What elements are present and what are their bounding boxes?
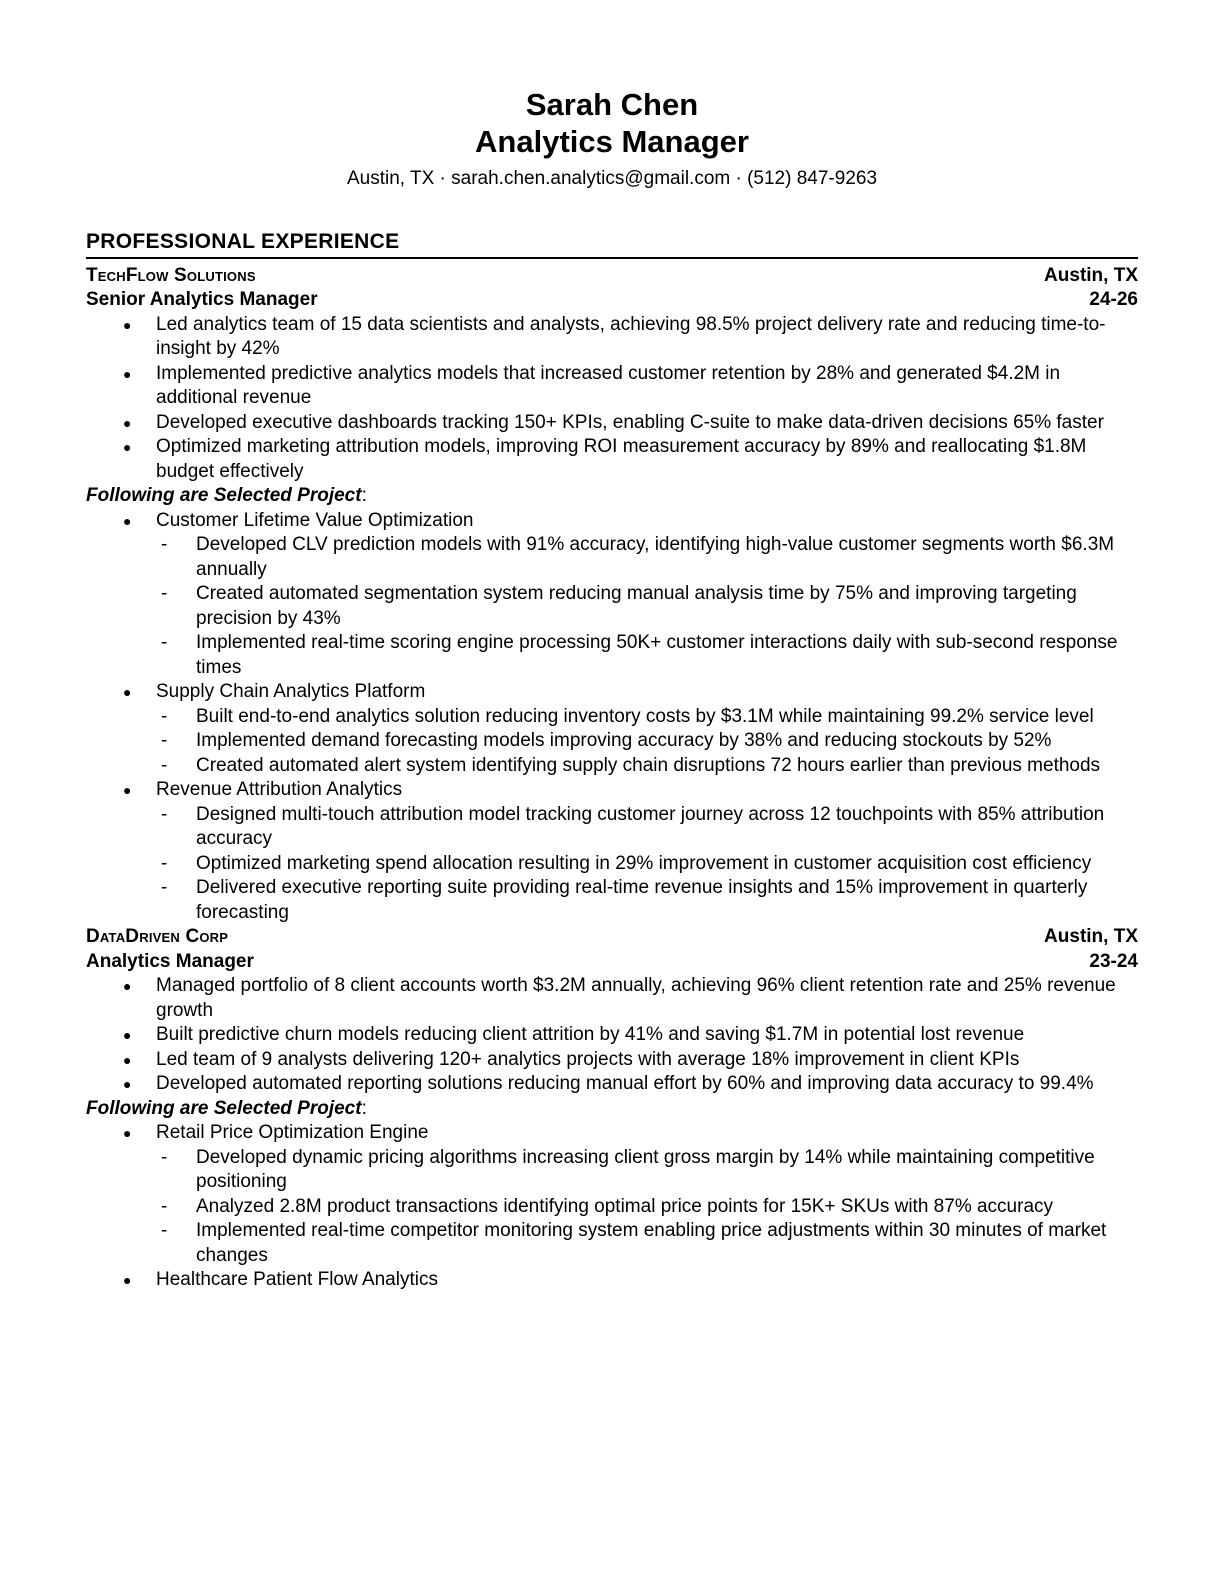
- job-bullet: ● Led analytics team of 15 data scientists and analysts, achieving 98.5% project delivery rate and reducing time-to-insight by 42%: [86, 313, 1138, 362]
- job-dates: 24-26: [1089, 289, 1138, 310]
- job-location: Austin, TX: [1044, 926, 1138, 947]
- job-bullet: ● Implemented predictive analytics models that increased customer retention by 28% and generated $4.2M in additional revenue: [86, 362, 1138, 411]
- projects-label-text: Following are Selected Project: [86, 485, 362, 506]
- projects-label: [86, 484, 1138, 509]
- project-detail: - Designed multi-touch attribution model tracking customer journey across 12 touchpoints with 85% attribution accuracy: [156, 803, 1138, 852]
- projects-label-colon: :: [361, 1097, 367, 1119]
- company-name: TechFlow Solutions: [86, 264, 256, 286]
- section-heading: PROFESSIONAL EXPERIENCE: [86, 230, 1138, 259]
- project-name: Retail Price Optimization Engine: [156, 1122, 429, 1143]
- project-details: [156, 1146, 1138, 1269]
- project-item: [86, 1268, 1138, 1293]
- project-detail: - Implemented real-time competitor monitoring system enabling price adjustments within 30 minutes of market changes: [156, 1219, 1138, 1268]
- company-name: DataDriven Corp: [86, 926, 229, 947]
- job-role: Senior Analytics Manager: [86, 289, 318, 310]
- job-bullet: ● Optimized marketing attribution models, improving ROI measurement accuracy by 89% and reallocating $1.8M budget effectively: [86, 435, 1138, 484]
- project-detail: - Built end-to-end analytics solution reducing inventory costs by $3.1M while maintaining 99.2% service level: [156, 705, 1138, 730]
- job-role: Analytics Manager: [86, 950, 254, 972]
- project-details: [156, 803, 1138, 926]
- project-details: [156, 705, 1138, 779]
- job-bullets: [86, 974, 1138, 1097]
- project-detail: - Created automated segmentation system reducing manual analysis time by 75% and improving targeting precision by 43%: [156, 582, 1138, 631]
- projects-label: [86, 1097, 1138, 1122]
- project-name: Revenue Attribution Analytics: [156, 779, 403, 800]
- project-detail: - Developed CLV prediction models with 91% accuracy, identifying high-value customer segments worth $6.3M annually: [156, 533, 1138, 582]
- job-bullet: ● Led team of 9 analysts delivering 120+ analytics projects with average 18% improvement in client KPIs: [86, 1048, 1138, 1073]
- project-detail: - Optimized marketing spend allocation resulting in 29% improvement in customer acquisition cost efficiency: [156, 852, 1138, 877]
- company-row: [86, 925, 1138, 950]
- job-entry: [86, 264, 1138, 926]
- role-row: [86, 288, 1138, 313]
- project-detail: - Created automated alert system identifying supply chain disruptions 72 hours earlier than previous methods: [156, 754, 1138, 779]
- project-item: [86, 509, 1138, 681]
- projects-list: [86, 509, 1138, 926]
- company-row: [86, 264, 1138, 289]
- role-row: [86, 950, 1138, 975]
- projects-label-colon: :: [361, 485, 367, 506]
- job-dates: 23-24: [1089, 950, 1138, 972]
- project-item: [86, 680, 1138, 778]
- project-detail: - Developed dynamic pricing algorithms increasing client gross margin by 14% while maintaining competitive positioning: [156, 1146, 1138, 1195]
- project-item: [86, 1121, 1138, 1268]
- project-name: Supply Chain Analytics Platform: [156, 681, 426, 702]
- job-bullet: ● Managed portfolio of 8 client accounts worth $3.2M annually, achieving 96% client retention rate and 25% revenue growth: [86, 974, 1138, 1023]
- project-name: Customer Lifetime Value Optimization: [156, 509, 474, 531]
- person-name: Sarah Chen: [525, 87, 699, 122]
- contact-line: Austin, TX · sarah.chen.analytics@gmail.com · (512) 847-9263: [346, 168, 878, 189]
- job-bullet: ● Developed automated reporting solutions reducing manual effort by 60% and improving data accuracy to 99.4%: [86, 1072, 1138, 1097]
- projects-label-text: Following are Selected Project: [86, 1097, 362, 1119]
- job-bullet: ● Developed executive dashboards tracking 150+ KPIs, enabling C-suite to make data-driven decisions 65% faster: [86, 411, 1138, 436]
- project-detail: - Delivered executive reporting suite providing real-time revenue insights and 15% improvement in quarterly forecasting: [156, 876, 1138, 925]
- project-item: [86, 778, 1138, 925]
- resume-header: [86, 86, 1138, 192]
- job-entry: [86, 925, 1138, 1293]
- job-location: Austin, TX: [1044, 264, 1138, 286]
- experience-section: [86, 230, 1138, 1293]
- project-detail: - Implemented real-time scoring engine processing 50K+ customer interactions daily with sub-second response times: [156, 631, 1138, 680]
- project-detail: - Implemented demand forecasting models improving accuracy by 38% and reducing stockouts by 52%: [156, 729, 1138, 754]
- projects-list: [86, 1121, 1138, 1293]
- project-name: Healthcare Patient Flow Analytics: [156, 1269, 438, 1290]
- job-bullet: ● Built predictive churn models reducing client attrition by 41% and saving $1.7M in potential lost revenue: [86, 1023, 1138, 1048]
- person-title: Analytics Manager: [475, 124, 749, 159]
- jobs-container: [86, 264, 1138, 1293]
- project-detail: - Analyzed 2.8M product transactions identifying optimal price points for 15K+ SKUs with 87% accuracy: [156, 1195, 1138, 1220]
- project-details: [156, 533, 1138, 680]
- job-bullets: [86, 313, 1138, 485]
